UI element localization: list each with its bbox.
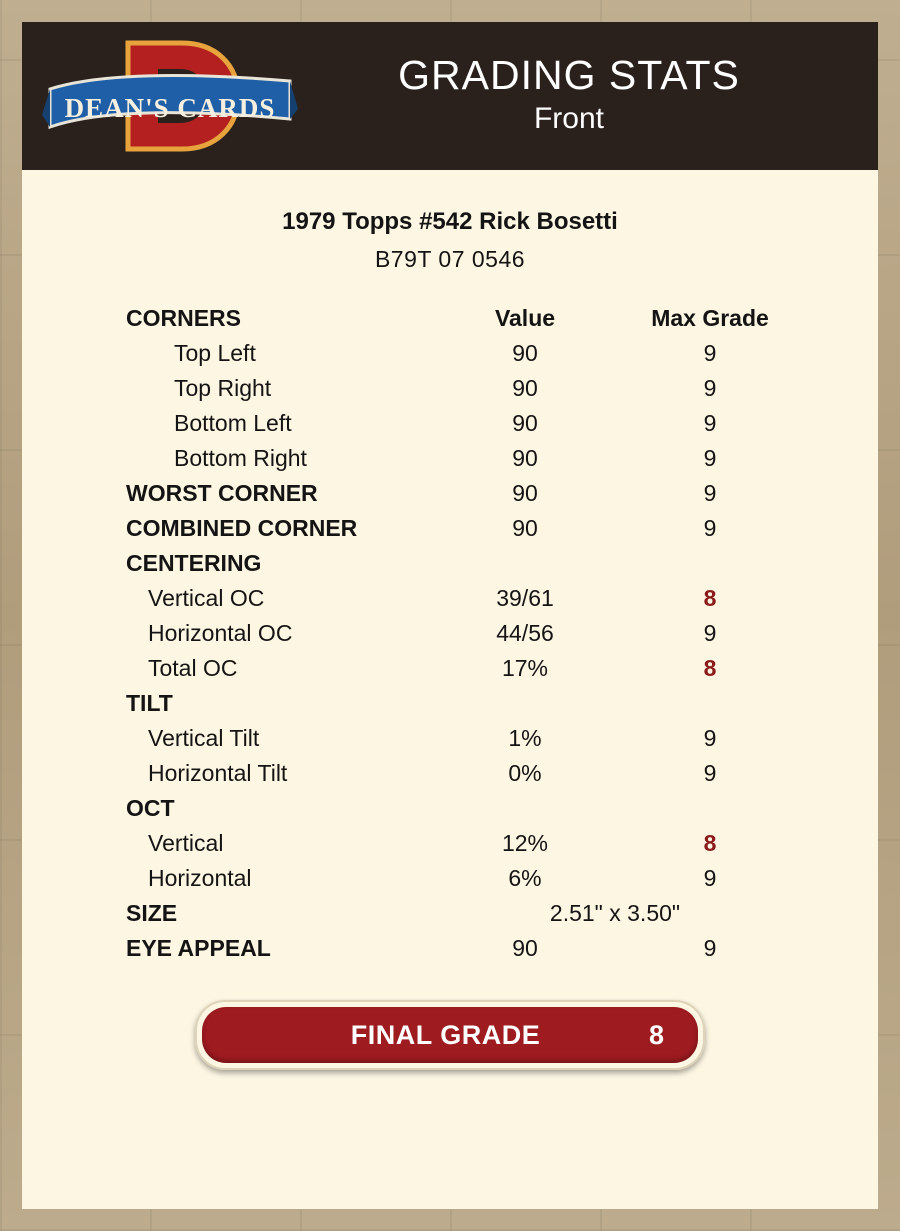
final-grade-value: 8	[648, 1019, 664, 1050]
row-value	[430, 686, 620, 721]
table-header-row	[100, 301, 800, 336]
row-value: 90	[512, 935, 538, 961]
row-value	[430, 546, 620, 581]
row-label: EYE APPEAL	[126, 935, 271, 961]
row-value	[430, 791, 620, 826]
row-label: Vertical OC	[148, 585, 265, 611]
row-label: Bottom Right	[174, 445, 307, 471]
table-row	[100, 931, 800, 966]
page-title: GRADING STATS	[398, 51, 740, 98]
row-max-grade: 8	[703, 830, 717, 856]
table-row	[100, 791, 800, 826]
row-label: Horizontal	[148, 865, 252, 891]
row-max-grade: 9	[703, 865, 717, 891]
card-serial: B79T 07 0546	[374, 246, 526, 272]
row-label: OCT	[126, 795, 175, 821]
row-max-grade: 9	[703, 725, 717, 751]
row-value: 12%	[501, 830, 549, 856]
row-max-grade	[620, 686, 800, 721]
row-max-grade: 9	[703, 620, 717, 646]
card-info	[22, 208, 878, 273]
row-max-grade: 8	[703, 655, 717, 681]
table-row	[100, 546, 800, 581]
final-grade-bar	[202, 1007, 698, 1063]
row-label: Horizontal OC	[148, 620, 293, 646]
report-header	[22, 22, 878, 170]
row-max-grade: 9	[703, 340, 717, 366]
row-label: SIZE	[126, 900, 178, 926]
column-header-max-grade: Max Grade	[651, 305, 769, 331]
row-label: Top Right	[174, 375, 272, 401]
table-row	[100, 756, 800, 791]
row-label: Top Left	[174, 340, 256, 366]
row-max-grade: 9	[703, 480, 717, 506]
table-row	[100, 861, 800, 896]
header-titles	[300, 51, 878, 138]
row-value: 2.51" x 3.50"	[549, 900, 681, 926]
deans-cards-logo	[40, 31, 300, 161]
column-header-corners: CORNERS	[126, 305, 242, 331]
row-value: 39/61	[496, 585, 554, 611]
row-label: Vertical Tilt	[148, 725, 260, 751]
row-max-grade: 9	[703, 935, 717, 961]
row-value: 90	[512, 375, 538, 401]
table-row	[100, 721, 800, 756]
row-label: WORST CORNER	[126, 480, 318, 506]
row-label: Bottom Left	[174, 410, 292, 436]
row-max-grade: 9	[703, 445, 717, 471]
page-subtitle: Front	[533, 102, 605, 136]
row-max-grade: 9	[703, 410, 717, 436]
table-row	[100, 371, 800, 406]
grading-stats-table	[100, 301, 800, 966]
row-value: 90	[512, 410, 538, 436]
row-label: COMBINED CORNER	[126, 515, 358, 541]
row-label: Total OC	[148, 655, 238, 681]
row-label: Vertical	[148, 830, 224, 856]
final-grade-label: FINAL GRADE	[350, 1019, 541, 1050]
row-label: CENTERING	[126, 550, 262, 576]
table-row	[100, 581, 800, 616]
row-max-grade: 9	[703, 375, 717, 401]
row-max-grade	[620, 791, 800, 826]
table-row	[100, 651, 800, 686]
table-row	[100, 686, 800, 721]
row-value: 90	[512, 480, 538, 506]
table-row	[100, 826, 800, 861]
table-row	[100, 896, 800, 931]
svg-text:DEAN'S CARDS: DEAN'S CARDS	[64, 93, 276, 123]
table-row	[100, 476, 800, 511]
table-row	[100, 511, 800, 546]
row-value: 90	[512, 515, 538, 541]
table-row	[100, 441, 800, 476]
row-value: 17%	[501, 655, 549, 681]
row-value: 90	[512, 340, 538, 366]
table-row	[100, 336, 800, 371]
row-value: 6%	[508, 865, 542, 891]
grading-report-sheet	[22, 22, 878, 1209]
final-grade-panel	[195, 1000, 705, 1070]
row-label: Horizontal Tilt	[148, 760, 288, 786]
row-value: 90	[512, 445, 538, 471]
row-value: 1%	[508, 725, 542, 751]
row-max-grade: 8	[703, 585, 717, 611]
row-value: 0%	[508, 760, 542, 786]
row-label: TILT	[126, 690, 173, 716]
row-max-grade	[620, 546, 800, 581]
table-row	[100, 616, 800, 651]
row-value: 44/56	[496, 620, 554, 646]
row-max-grade: 9	[703, 760, 717, 786]
table-row	[100, 406, 800, 441]
row-max-grade: 9	[703, 515, 717, 541]
column-header-value: Value	[494, 305, 556, 331]
card-title: 1979 Topps #542 Rick Bosetti	[282, 208, 618, 235]
